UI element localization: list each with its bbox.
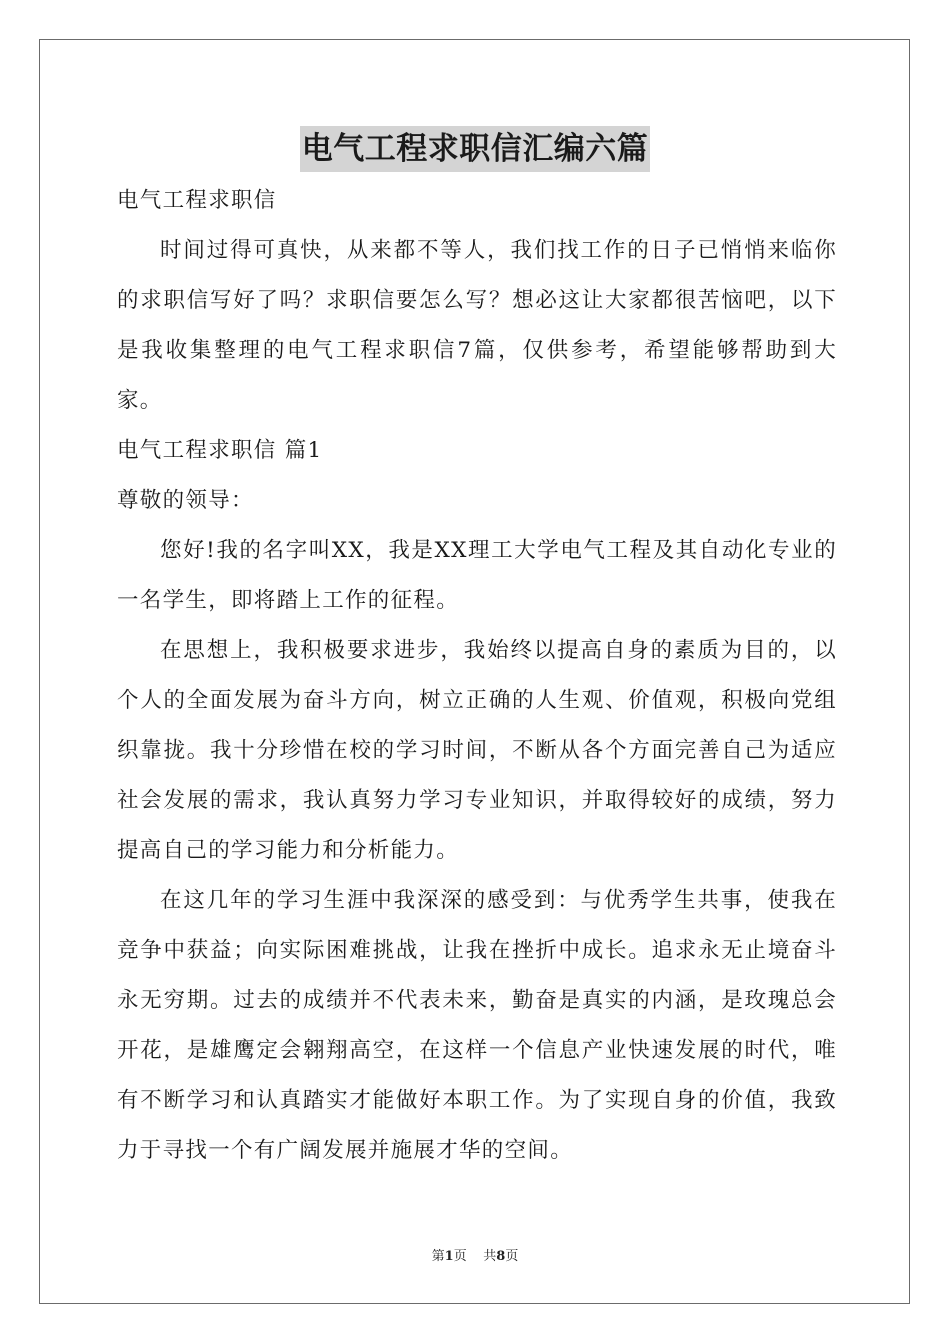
- body-paragraph-1: 您好!我的名字叫XX，我是XX理工大学电气工程及其自动化专业的一名学生，即将踏上工作的征程。: [117, 538, 837, 613]
- total-suffix: 页: [505, 1249, 519, 1264]
- section-heading: 电气工程求职信 篇1: [117, 438, 323, 463]
- salutation: 尊敬的领导：: [117, 488, 254, 513]
- body-paragraph-3: 在这几年的学习生涯中我深深的感受到：与优秀学生共事，使我在竞争中获益；向实际困难挑战，让我在挫折中成长。追求永无止境奋斗永无穷期。过去的成绩并不代表未来，勤奋是真实的内涵，是玫瑰总会开花，是雄鹰定会翱翔高空，在这样一个信息产业快速发展的时代，唯有不断学习和认真踏实才能做好本职工作。为了实现自身的价值，我致力于寻找一个有广阔发展并施展才华的空间。: [117, 888, 837, 1163]
- page-footer: [0, 1245, 950, 1264]
- document-title: 电气工程求职信汇编六篇: [300, 126, 651, 172]
- intro-paragraph: 时间过得可真快，从来都不等人，我们找工作的日子已悄悄来临你的求职信写好了吗？求职信要怎么写？想必这让大家都很苦恼吧，以下是我收集整理的电气工程求职信7篇，仅供参考，希望能够帮助到大家。: [117, 238, 837, 413]
- subheading: 电气工程求职信: [117, 188, 277, 213]
- total-prefix: 共: [483, 1249, 497, 1264]
- page-number: 1: [444, 1249, 454, 1264]
- document-body: [117, 176, 837, 1176]
- page-prefix: 第: [431, 1249, 445, 1264]
- total-pages: 8: [496, 1249, 506, 1264]
- title-container: [0, 126, 950, 172]
- page-suffix: 页: [453, 1249, 467, 1264]
- body-paragraph-2: 在思想上，我积极要求进步，我始终以提高自身的素质为目的，以个人的全面发展为奋斗方向，树立正确的人生观、价值观，积极向党组织靠拢。我十分珍惜在校的学习时间，不断从各个方面完善自己为适应社会发展的需求，我认真努力学习专业知识，并取得较好的成绩，努力提高自己的学习能力和分析能力。: [117, 638, 837, 863]
